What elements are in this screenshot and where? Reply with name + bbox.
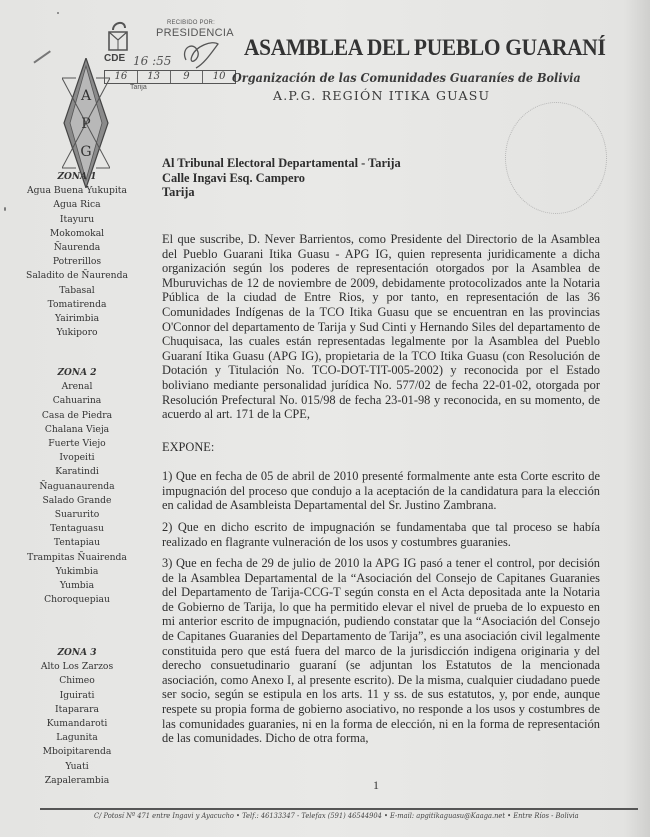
received-date-field: 16 (105, 71, 138, 83)
svg-text:G: G (80, 144, 92, 160)
signature-icon (178, 38, 222, 72)
footer-divider (40, 808, 638, 810)
community-item: Yuati (65, 760, 89, 772)
point-paragraph: 2) Que en dicho escrito de impugnación se fundamentaba que tal proceso se había realizado en flagrante vulneración de los usos y costumbres guaranies. (162, 520, 600, 549)
community-item: Yukiporo (56, 327, 98, 339)
community-item: Yairimbia (54, 313, 100, 325)
organization-subtitle: Organización de las Comunidades Guaraníes de Bolivia (232, 70, 581, 85)
community-item: Tabasal (59, 284, 95, 296)
addressee-line: Tarija (162, 185, 195, 199)
received-date-field: 10 (212, 71, 226, 82)
community-item: Arenal (61, 381, 93, 393)
scan-speck (57, 12, 59, 14)
cde-label: CDE (104, 53, 126, 64)
svg-text:A: A (80, 88, 92, 104)
community-item: Mokomokal (49, 227, 105, 239)
letter-body (162, 156, 600, 746)
zone-title: ZONA 3 (57, 648, 97, 658)
apg-logo-icon (62, 58, 110, 188)
community-item: Ivopeiti (59, 452, 95, 464)
footer-contact: C/ Potosí Nº 471 entre Ingavi y Ayacucho • Telf.: 46133347 - Telefax (591) 46544904 • E-mail: apgitikaguasu@Kaaga.net • Entre Ríos - Bolivia (94, 811, 579, 820)
community-item: Choroquepiau (44, 594, 110, 606)
received-date-field: 13 (138, 71, 171, 83)
community-item: Potrerillos (52, 256, 102, 268)
zone-title: ZONA 1 (57, 172, 97, 182)
zone-2 (22, 366, 132, 607)
expone-heading: EXPONE: (162, 440, 215, 454)
received-time: 16 :55 (133, 54, 172, 68)
community-item: Agua Buena Yukupita (27, 185, 127, 197)
community-item: Agua Rica (53, 199, 101, 211)
community-item: Itaparara (55, 703, 99, 715)
zone-1 (22, 170, 132, 340)
point-paragraph: 3) Que en fecha de 29 de julio de 2010 la APG IG pasó a tener el control, por decisión de la Asamblea Departamental de la “Asociación del Consejo de Capitanes Guaranies del Departamento de Tarija-CCG-T según consta en el Acta depositada ante la Notaria de Gobierno de Tarija, lo que ha permitido elevar el nivel de prueba de lo expuesto en mi anterior escrito de impugnación, pudiendo constatar que la “Asociación del Consejo de Capitanes Guaranies del Departamento de Tarija”, es una asociación civil legalmente constituida pero que está fuera del marco de la jurisdicción indigena originaria y del derecho consuetudinario guaraní (se adjuntan los Estatutos de la mencionada asociación, como Anexo I, al presente escrito). De la misma, cualquier ciudadano puede ser socio, según se estipula en los arts. 11 y ss. de sus estatutos, y, por ende, aunque respete su propia forma de gobierno asociativo, no responde a los usos y costumbres de las comunidades guaranies, ni en la forma de elección, ni en la forma de representación de las comunidades. Dicho de otra forma, (162, 556, 600, 746)
community-item: Iguirati (59, 689, 95, 701)
point-paragraph: 1) Que en fecha de 05 de abril de 2010 presenté formalmente ante esta Corte escrito de impugnación del proceso que condujo a la aceptación de la candidatura para la elección en calidad de Asambleista Departamental del Sr. Justino Zambrana. (162, 469, 600, 513)
organization-title: ASAMBLEA DEL PUEBLO GUARANÍ (244, 35, 606, 60)
zone-3 (22, 646, 132, 788)
community-item: Saladito de Ñaurenda (26, 270, 128, 282)
community-item: Alto Los Zarzos (40, 661, 114, 673)
communities-sidebar (22, 170, 132, 786)
community-item: Fuerte Viejo (48, 438, 106, 450)
received-date-box (104, 70, 236, 84)
scan-mark (33, 50, 50, 63)
addressee-line: Al Tribunal Electoral Departamental - Tarija (162, 156, 401, 170)
addressee-block (162, 156, 600, 200)
community-item: Ñaguanaurenda (39, 480, 115, 492)
community-item: Itayuru (59, 213, 95, 225)
community-item: Yukimbia (55, 565, 99, 577)
stamp-city: Tarija (130, 84, 147, 91)
community-item: Suarurito (54, 509, 100, 521)
community-item: Kumandaroti (46, 718, 108, 730)
svg-text:P: P (81, 116, 91, 132)
community-item: Karatindi (55, 466, 99, 478)
scan-speck (4, 207, 6, 211)
community-item: Zapalerambia (44, 774, 110, 786)
community-item: Chalana Vieja (44, 423, 110, 435)
organization-region: A.P.G. REGIÓN ITIKA GUASU (273, 88, 491, 103)
community-item: Yumbia (59, 580, 95, 592)
received-date-field: 9 (171, 71, 204, 83)
received-by-label: RECIBIDO POR: (167, 20, 215, 26)
community-item: Casa de Piedra (41, 409, 113, 421)
community-item: Cahuarina (52, 395, 102, 407)
community-item: Lagunita (56, 732, 98, 744)
zone-title: ZONA 2 (57, 368, 97, 378)
community-item: Chimeo (59, 675, 95, 687)
community-item: Tomatirenda (47, 298, 107, 310)
community-item: Ñaurenda (53, 242, 101, 254)
community-item: Mboipitarenda (42, 746, 112, 758)
intro-paragraph: El que suscribe, D. Never Barrientos, como Presidente del Directorio de la Asamblea del Pueblo Guarani Itika Guasu - APG IG, quien representa juridicamente a dicha organización según los poderes de representación otorgados por la Asamblea de Mburuvichas de 12 de noviembre de 2009, debidamente protocolizados ante la Notaria Pública de la ciudad de Entre Rios, y por tanto, en representación de las 36 Comunidades Indígenas de la TCO Itika Guasu que se encuentran en las provincias O'Connor del departamento de Tarija y Sud Cinti y Hernando Siles del departamento de Chuquisaca, las cuales están representadas legalmente por la Asamblea del Pueblo Guaraní Itika Guasu (APG IG), propietaria de la TCO Itika Guasu (con Resolución de Dotación y Titulación No. TCO-DOT-TIT-005-2002) y reconocida por el Estado boliviano mediante personalidad jurídica No. 577/02 de fecha 22-01-02, otorgada por Resolución Prefectural No. 015/98 de fecha 23-01-98 y reconocida, en su momento, de acuerdo al art. 171 de la CPE, (162, 232, 600, 422)
community-item: Tentapiau (53, 537, 101, 549)
received-by-office: PRESIDENCIA (156, 27, 234, 39)
addressee-line: Calle Ingavi Esq. Campero (162, 170, 305, 185)
community-item: Salado Grande (42, 494, 112, 506)
community-item: Tentaguasu (50, 523, 104, 535)
community-item: Trampitas Ñuairenda (27, 551, 127, 563)
received-stamp (156, 20, 234, 39)
page-number: 1 (373, 778, 379, 792)
